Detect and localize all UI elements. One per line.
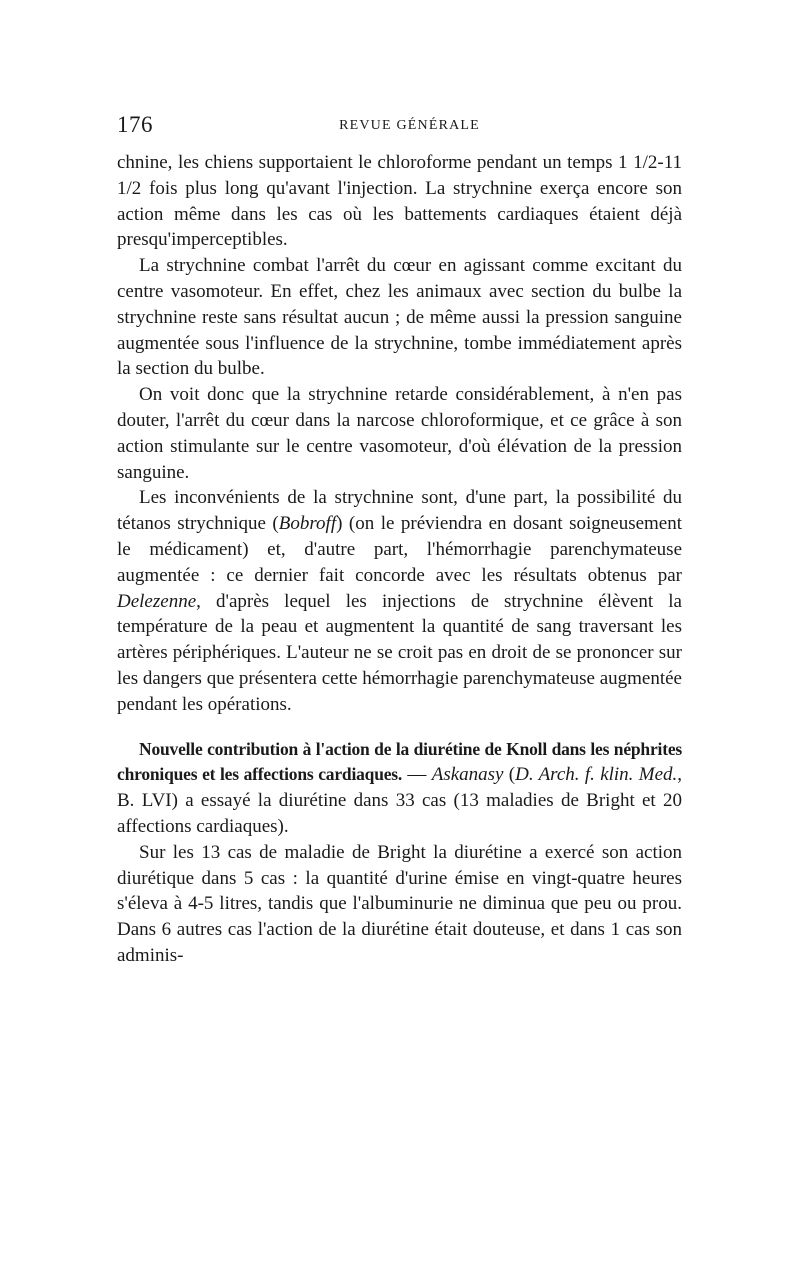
section-paragraph-2: Sur les 13 cas de maladie de Bright la diurétine a exercé son action diurétique dans 5 cas : la quantité d'urine émise en vingt-quatre heures s'éleva à 4-5 litres, tandis que l'albuminurie ne diminua que peu ou prou. Dans 6 autres cas l'action de la diurétine était douteuse, et dans 1 cas son adminis-	[117, 841, 682, 966]
section-rest: , B. LVI) a essayé la diurétine dans 33 cas (13 maladies de Bright et 20 affections cardiaques).	[117, 764, 683, 837]
section-intro-paragraph	[117, 737, 682, 840]
page	[117, 112, 682, 969]
paragraph-4	[117, 485, 682, 717]
section-author: Askanasy	[431, 764, 504, 786]
author-name-bobroff: Bobroff	[278, 513, 337, 535]
paragraph-4-text-c: , d'après lequel les injections de strychnine élèvent la température de la peau et augmentent la quantité de sang traversant les artères périphériques. L'auteur ne se croit pas en droit de se prononcer sur les dangers que présentera cette hémorrhagie parenchymateuse augmentée pendant les opérations.	[117, 590, 682, 715]
paragraph-2: La strychnine combat l'arrêt du cœur en agissant comme excitant du centre vasomoteur. En effet, chez les animaux avec section du bulbe la strychnine reste sans résultat aucun ; de même aussi la pression sanguine augmentée sous l'influence de la strychnine, tombe immédiatement après la section du bulbe.	[117, 255, 682, 380]
section-heading: Nouvelle contribution à l'action de la diurétine de Knoll dans les néphrites chroniques et les affections cardiaques.	[117, 738, 682, 785]
page-number: 176	[117, 112, 153, 137]
paragraph-4-text-b: ) (on le préviendra en dosant soigneusement le médicament) et, d'autre part, l'hémorrhagie parenchymateuse augmentée : ce dernier fait concorde avec les résultats obtenus par	[117, 513, 683, 586]
paragraph-1: chnine, les chiens supportaient le chloroforme pendant un temps 1 1/2-11 1/2 fois plus long qu'avant l'injection. La strychnine exerça encore son action même dans les cas où les battements cardiaques étaient déjà presqu'imperceptibles.	[117, 152, 682, 251]
section-open-paren: (	[503, 764, 516, 786]
paragraph-3: On voit donc que la strychnine retarde considérablement, à n'en pas douter, l'arrêt du cœur dans la narcose chloroformique, et ce grâce à son action stimulante sur le centre vasomoteur, d'où élévation de la pression sanguine.	[117, 384, 682, 483]
section-dash: —	[402, 764, 432, 786]
running-title: REVUE GÉNÉRALE	[339, 118, 480, 133]
paragraph-4-text-a: Les inconvénients de la strychnine sont, d'une part, la possibilité du tétanos strychnique (	[117, 487, 682, 535]
author-name-delezenne: Delezenne	[117, 590, 197, 612]
running-header	[117, 112, 682, 142]
article-section	[117, 737, 682, 969]
section-journal: D. Arch. f. klin. Med.	[515, 764, 678, 786]
